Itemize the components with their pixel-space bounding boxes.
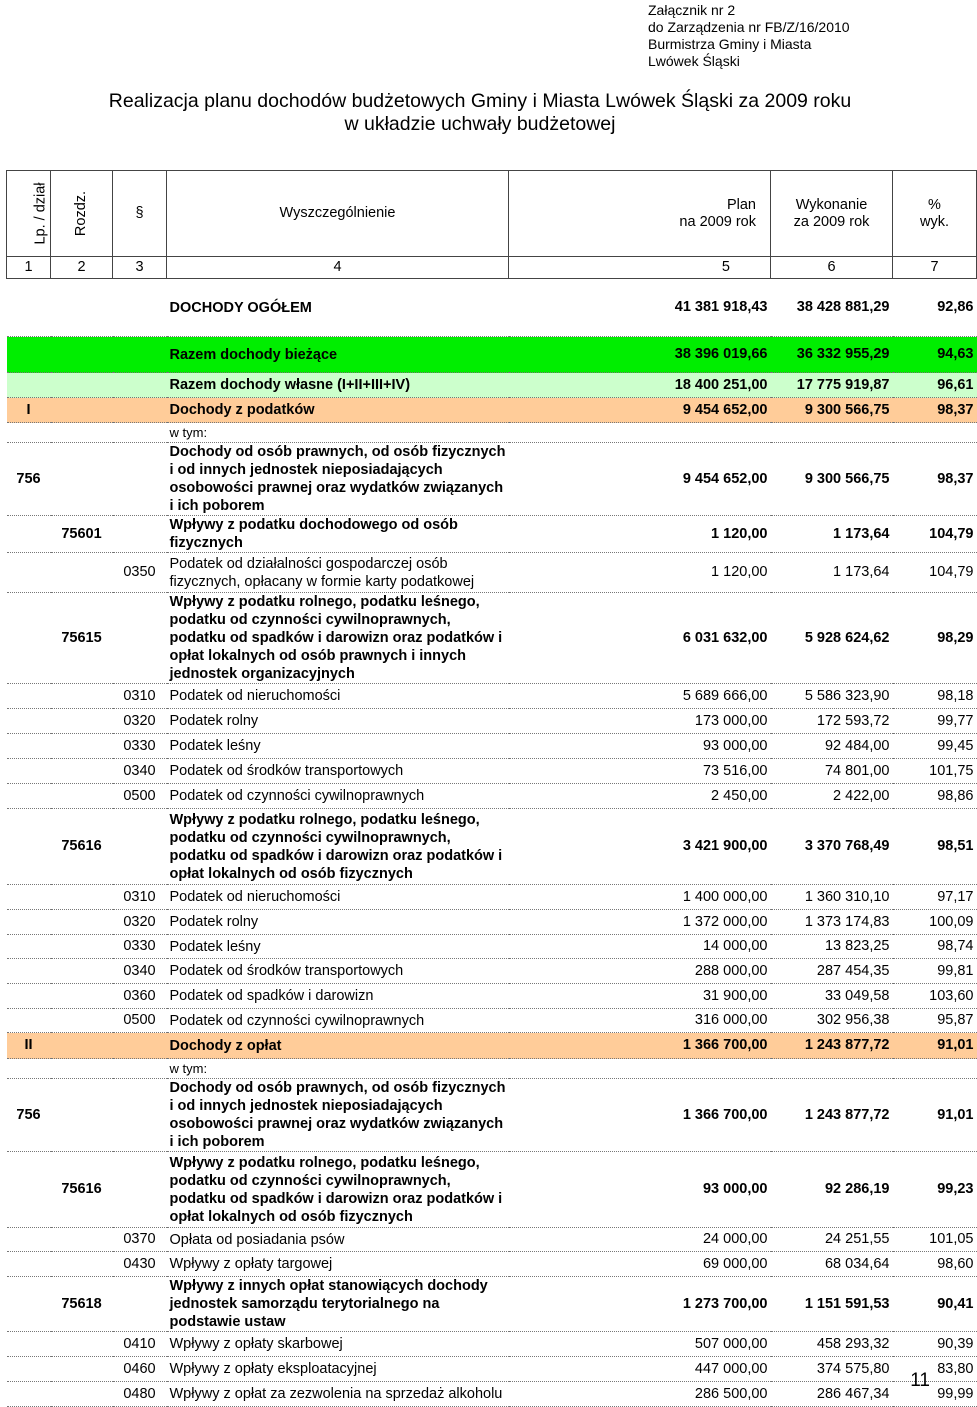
percent-cell: 97,17 bbox=[893, 885, 977, 910]
rozdzial-cell: 75616 bbox=[51, 1152, 113, 1228]
percent-cell: 98,29 bbox=[893, 593, 977, 684]
plan-cell: 38 396 019,66 bbox=[509, 337, 771, 373]
percent-cell: 83,80 bbox=[893, 1357, 977, 1382]
dzial-cell bbox=[7, 1332, 51, 1357]
rozdzial-cell bbox=[51, 398, 113, 423]
table-row bbox=[7, 959, 977, 984]
revenue-table bbox=[6, 170, 977, 1407]
table-row bbox=[7, 443, 977, 516]
description-cell: Podatek od środków transportowych bbox=[167, 759, 509, 784]
paragraph-cell bbox=[113, 423, 167, 443]
table-row bbox=[7, 1079, 977, 1152]
table-row bbox=[7, 910, 977, 935]
table-row bbox=[7, 1332, 977, 1357]
paragraph-cell bbox=[113, 337, 167, 373]
plan-cell: 1 372 000,00 bbox=[509, 910, 771, 935]
dzial-cell bbox=[7, 935, 51, 959]
col-number: 5 bbox=[509, 257, 771, 279]
page-title bbox=[0, 90, 960, 136]
percent-cell: 98,86 bbox=[893, 784, 977, 809]
execution-cell: 13 823,25 bbox=[771, 935, 893, 959]
percent-cell: 91,01 bbox=[893, 1079, 977, 1152]
plan-cell: 41 381 918,43 bbox=[509, 279, 771, 337]
plan-cell: 6 031 632,00 bbox=[509, 593, 771, 684]
col-header-execution: Wykonanie za 2009 rok bbox=[771, 171, 893, 257]
table-row bbox=[7, 684, 977, 709]
description-cell: Podatek od nieruchomości bbox=[167, 684, 509, 709]
execution-cell: 17 775 919,87 bbox=[771, 373, 893, 398]
col-number: 7 bbox=[893, 257, 977, 279]
execution-cell: 9 300 566,75 bbox=[771, 398, 893, 423]
paragraph-cell bbox=[113, 1079, 167, 1152]
execution-cell: 1 173,64 bbox=[771, 516, 893, 553]
execution-cell: 24 251,55 bbox=[771, 1228, 893, 1252]
table-row bbox=[7, 1382, 977, 1407]
rozdzial-cell bbox=[51, 1079, 113, 1152]
paragraph-cell: 0410 bbox=[113, 1332, 167, 1357]
dzial-cell bbox=[7, 734, 51, 759]
description-cell: w tym: bbox=[167, 423, 509, 443]
execution-cell: 9 300 566,75 bbox=[771, 443, 893, 516]
table-row bbox=[7, 1357, 977, 1382]
rozdzial-cell bbox=[51, 423, 113, 443]
paragraph-cell: 0310 bbox=[113, 684, 167, 709]
table-row bbox=[7, 1009, 977, 1033]
dzial-cell bbox=[7, 553, 51, 593]
description-cell: Dochody od osób prawnych, od osób fizycznych i od innych jednostek nieposiadających osobowości prawnej oraz wydatków związanych i ich poborem bbox=[167, 443, 509, 516]
paragraph-cell: 0340 bbox=[113, 759, 167, 784]
paragraph-cell: 0460 bbox=[113, 1357, 167, 1382]
table-row bbox=[7, 337, 977, 373]
paragraph-cell bbox=[113, 1033, 167, 1059]
plan-cell: 1 400 000,00 bbox=[509, 885, 771, 910]
dzial-cell bbox=[7, 1228, 51, 1252]
note-line: Burmistrza Gminy i Miasta bbox=[648, 36, 812, 52]
rozdzial-cell bbox=[51, 734, 113, 759]
paragraph-cell: 0340 bbox=[113, 959, 167, 984]
dzial-cell bbox=[7, 1357, 51, 1382]
description-cell: Podatek od działalności gospodarczej osób fizycznych, opłacany w formie karty podatkowej bbox=[167, 553, 509, 593]
rozdzial-cell bbox=[51, 759, 113, 784]
description-cell: Opłata od posiadania psów bbox=[167, 1228, 509, 1252]
rozdzial-cell bbox=[51, 1009, 113, 1033]
execution-cell bbox=[771, 423, 893, 443]
paragraph-cell: 0330 bbox=[113, 734, 167, 759]
dzial-cell bbox=[7, 1382, 51, 1407]
description-cell: Wpływy z podatku rolnego, podatku leśnego, podatku od czynności cywilnoprawnych, podatku od spadków i darowizn oraz podatków i opłat lokalnych od osób prawnych i innych jednostek organizacyjnych bbox=[167, 593, 509, 684]
dzial-cell: 756 bbox=[7, 1079, 51, 1152]
percent-cell: 101,75 bbox=[893, 759, 977, 784]
execution-cell: 3 370 768,49 bbox=[771, 809, 893, 885]
paragraph-cell bbox=[113, 1277, 167, 1332]
percent-cell: 98,74 bbox=[893, 935, 977, 959]
paragraph-cell bbox=[113, 809, 167, 885]
rozdzial-cell bbox=[51, 1228, 113, 1252]
execution-cell: 458 293,32 bbox=[771, 1332, 893, 1357]
dzial-cell: II bbox=[7, 1033, 51, 1059]
plan-cell: 2 450,00 bbox=[509, 784, 771, 809]
dzial-cell bbox=[7, 1277, 51, 1332]
description-cell: Wpływy z podatku dochodowego od osób fizycznych bbox=[167, 516, 509, 553]
description-cell: Podatek leśny bbox=[167, 935, 509, 959]
attachment-note bbox=[648, 2, 850, 70]
plan-cell: 1 120,00 bbox=[509, 553, 771, 593]
percent-cell: 99,45 bbox=[893, 734, 977, 759]
table-row bbox=[7, 1277, 977, 1332]
table-row bbox=[7, 423, 977, 443]
percent-cell: 98,60 bbox=[893, 1252, 977, 1277]
col-header-lp: Lp. / dział bbox=[7, 171, 51, 257]
dzial-cell bbox=[7, 709, 51, 734]
rozdzial-cell bbox=[51, 784, 113, 809]
dzial-cell bbox=[7, 423, 51, 443]
description-cell: w tym: bbox=[167, 1059, 509, 1079]
description-cell: Wpływy z opłaty skarbowej bbox=[167, 1332, 509, 1357]
dzial-cell bbox=[7, 1252, 51, 1277]
execution-cell bbox=[771, 1059, 893, 1079]
paragraph-cell: 0310 bbox=[113, 885, 167, 910]
percent-cell: 104,79 bbox=[893, 516, 977, 553]
execution-cell: 286 467,34 bbox=[771, 1382, 893, 1407]
rozdzial-cell bbox=[51, 1357, 113, 1382]
col-header-rozdz: Rozdz. bbox=[51, 171, 113, 257]
table-row bbox=[7, 709, 977, 734]
rozdzial-cell: 75601 bbox=[51, 516, 113, 553]
table-row bbox=[7, 734, 977, 759]
rozdzial-cell bbox=[51, 984, 113, 1009]
plan-cell: 14 000,00 bbox=[509, 935, 771, 959]
rozdzial-cell bbox=[51, 1059, 113, 1079]
plan-cell: 9 454 652,00 bbox=[509, 443, 771, 516]
col-header-description: Wyszczególnienie bbox=[167, 171, 509, 257]
description-cell: Wpływy z podatku rolnego, podatku leśnego, podatku od czynności cywilnoprawnych, podatku od spadków i darowizn oraz podatków i opłat lokalnych od osób fizycznych bbox=[167, 809, 509, 885]
percent-cell: 98,37 bbox=[893, 398, 977, 423]
table-row bbox=[7, 809, 977, 885]
execution-cell: 38 428 881,29 bbox=[771, 279, 893, 337]
note-line: Lwówek Śląski bbox=[648, 53, 740, 69]
paragraph-cell: 0330 bbox=[113, 935, 167, 959]
note-line: do Zarządzenia nr FB/Z/16/2010 bbox=[648, 19, 850, 35]
percent-cell: 103,60 bbox=[893, 984, 977, 1009]
paragraph-cell bbox=[113, 443, 167, 516]
dzial-cell bbox=[7, 759, 51, 784]
paragraph-cell bbox=[113, 516, 167, 553]
percent-cell: 99,77 bbox=[893, 709, 977, 734]
execution-cell: 1 243 877,72 bbox=[771, 1079, 893, 1152]
rozdzial-cell: 75615 bbox=[51, 593, 113, 684]
execution-cell: 68 034,64 bbox=[771, 1252, 893, 1277]
dzial-cell bbox=[7, 337, 51, 373]
col-number: 6 bbox=[771, 257, 893, 279]
execution-cell: 374 575,80 bbox=[771, 1357, 893, 1382]
plan-cell: 93 000,00 bbox=[509, 734, 771, 759]
plan-cell: 507 000,00 bbox=[509, 1332, 771, 1357]
percent-cell: 98,51 bbox=[893, 809, 977, 885]
plan-cell bbox=[509, 1059, 771, 1079]
description-cell: Wpływy z innych opłat stanowiących dochody jednostek samorządu terytorialnego na podstawie ustaw bbox=[167, 1277, 509, 1332]
percent-cell: 90,39 bbox=[893, 1332, 977, 1357]
percent-cell: 92,86 bbox=[893, 279, 977, 337]
plan-cell: 173 000,00 bbox=[509, 709, 771, 734]
rozdzial-cell: 75618 bbox=[51, 1277, 113, 1332]
description-cell: Podatek od spadków i darowizn bbox=[167, 984, 509, 1009]
title-line: Realizacja planu dochodów budżetowych Gminy i Miasta Lwówek Śląski za 2009 roku bbox=[108, 90, 852, 112]
plan-cell bbox=[509, 423, 771, 443]
col-number: 1 bbox=[7, 257, 51, 279]
table-row bbox=[7, 784, 977, 809]
execution-cell: 92 484,00 bbox=[771, 734, 893, 759]
table-row bbox=[7, 759, 977, 784]
dzial-cell bbox=[7, 784, 51, 809]
description-cell: Wpływy z opłaty eksploatacyjnej bbox=[167, 1357, 509, 1382]
rozdzial-cell bbox=[51, 709, 113, 734]
rozdzial-cell bbox=[51, 443, 113, 516]
percent-cell: 96,61 bbox=[893, 373, 977, 398]
plan-cell: 69 000,00 bbox=[509, 1252, 771, 1277]
percent-cell: 98,18 bbox=[893, 684, 977, 709]
rozdzial-cell bbox=[51, 373, 113, 398]
description-cell: Podatek od czynności cywilnoprawnych bbox=[167, 784, 509, 809]
paragraph-cell: 0430 bbox=[113, 1252, 167, 1277]
plan-cell: 288 000,00 bbox=[509, 959, 771, 984]
execution-cell: 287 454,35 bbox=[771, 959, 893, 984]
execution-cell: 2 422,00 bbox=[771, 784, 893, 809]
description-cell: Podatek od czynności cywilnoprawnych bbox=[167, 1009, 509, 1033]
dzial-cell bbox=[7, 809, 51, 885]
execution-cell: 1 151 591,53 bbox=[771, 1277, 893, 1332]
paragraph-cell: 0480 bbox=[113, 1382, 167, 1407]
dzial-cell bbox=[7, 1152, 51, 1228]
table-row bbox=[7, 398, 977, 423]
paragraph-cell bbox=[113, 1059, 167, 1079]
col-number: 2 bbox=[51, 257, 113, 279]
table-row bbox=[7, 516, 977, 553]
table-row bbox=[7, 984, 977, 1009]
plan-cell: 9 454 652,00 bbox=[509, 398, 771, 423]
table-row bbox=[7, 885, 977, 910]
paragraph-cell: 0360 bbox=[113, 984, 167, 1009]
percent-cell: 98,37 bbox=[893, 443, 977, 516]
description-cell: Podatek rolny bbox=[167, 910, 509, 935]
plan-cell: 447 000,00 bbox=[509, 1357, 771, 1382]
execution-cell: 172 593,72 bbox=[771, 709, 893, 734]
rozdzial-cell bbox=[51, 1332, 113, 1357]
paragraph-cell: 0320 bbox=[113, 709, 167, 734]
plan-cell: 316 000,00 bbox=[509, 1009, 771, 1033]
col-header-percent: % wyk. bbox=[893, 171, 977, 257]
header-row bbox=[7, 171, 977, 257]
col-header-paragraph: § bbox=[113, 171, 167, 257]
paragraph-cell bbox=[113, 593, 167, 684]
paragraph-cell bbox=[113, 1152, 167, 1228]
plan-cell: 3 421 900,00 bbox=[509, 809, 771, 885]
plan-cell: 1 366 700,00 bbox=[509, 1033, 771, 1059]
percent-cell: 91,01 bbox=[893, 1033, 977, 1059]
percent-cell: 90,41 bbox=[893, 1277, 977, 1332]
percent-cell: 99,99 bbox=[893, 1382, 977, 1407]
execution-cell: 5 586 323,90 bbox=[771, 684, 893, 709]
title-line: w układzie uchwały budżetowej bbox=[344, 113, 616, 135]
dzial-cell bbox=[7, 1009, 51, 1033]
plan-cell: 1 120,00 bbox=[509, 516, 771, 553]
table-row bbox=[7, 1228, 977, 1252]
plan-cell: 1 273 700,00 bbox=[509, 1277, 771, 1332]
execution-cell: 74 801,00 bbox=[771, 759, 893, 784]
plan-cell: 1 366 700,00 bbox=[509, 1079, 771, 1152]
paragraph-cell: 0320 bbox=[113, 910, 167, 935]
table-row bbox=[7, 1033, 977, 1059]
description-cell: Wpływy z podatku rolnego, podatku leśnego, podatku od czynności cywilnoprawnych, podatku od spadków i darowizn oraz podatków i opłat lokalnych od osób fizycznych bbox=[167, 1152, 509, 1228]
plan-cell: 93 000,00 bbox=[509, 1152, 771, 1228]
table-row bbox=[7, 1059, 977, 1079]
dzial-cell bbox=[7, 1059, 51, 1079]
plan-cell: 31 900,00 bbox=[509, 984, 771, 1009]
rozdzial-cell bbox=[51, 1382, 113, 1407]
table-row bbox=[7, 1252, 977, 1277]
rozdzial-cell bbox=[51, 1252, 113, 1277]
execution-cell: 36 332 955,29 bbox=[771, 337, 893, 373]
col-header-plan: Plan na 2009 rok bbox=[509, 171, 771, 257]
percent-cell: 101,05 bbox=[893, 1228, 977, 1252]
description-cell: Dochody z podatków bbox=[167, 398, 509, 423]
paragraph-cell: 0500 bbox=[113, 784, 167, 809]
description-cell: Razem dochody własne (I+II+III+IV) bbox=[167, 373, 509, 398]
execution-cell: 1 173,64 bbox=[771, 553, 893, 593]
plan-cell: 5 689 666,00 bbox=[509, 684, 771, 709]
percent-cell: 104,79 bbox=[893, 553, 977, 593]
percent-cell bbox=[893, 1059, 977, 1079]
col-number: 4 bbox=[167, 257, 509, 279]
execution-cell: 1 360 310,10 bbox=[771, 885, 893, 910]
plan-cell: 18 400 251,00 bbox=[509, 373, 771, 398]
paragraph-cell bbox=[113, 279, 167, 337]
dzial-cell bbox=[7, 593, 51, 684]
percent-cell: 94,63 bbox=[893, 337, 977, 373]
description-cell: Podatek leśny bbox=[167, 734, 509, 759]
execution-cell: 1 243 877,72 bbox=[771, 1033, 893, 1059]
rozdzial-cell bbox=[51, 279, 113, 337]
description-cell: DOCHODY OGÓŁEM bbox=[167, 279, 509, 337]
rozdzial-cell bbox=[51, 959, 113, 984]
percent-cell: 99,23 bbox=[893, 1152, 977, 1228]
rozdzial-cell bbox=[51, 910, 113, 935]
dzial-cell bbox=[7, 885, 51, 910]
description-cell: Wpływy z opłat za zezwolenia na sprzedaż alkoholu bbox=[167, 1382, 509, 1407]
table-row bbox=[7, 373, 977, 398]
rozdzial-cell bbox=[51, 885, 113, 910]
description-cell: Dochody od osób prawnych, od osób fizycznych i od innych jednostek nieposiadających osobowości prawnej oraz wydatków związanych i ich poborem bbox=[167, 1079, 509, 1152]
paragraph-cell bbox=[113, 373, 167, 398]
paragraph-cell: 0370 bbox=[113, 1228, 167, 1252]
rozdzial-cell bbox=[51, 337, 113, 373]
plan-cell: 73 516,00 bbox=[509, 759, 771, 784]
table-row bbox=[7, 593, 977, 684]
table-row bbox=[7, 279, 977, 337]
percent-cell: 95,87 bbox=[893, 1009, 977, 1033]
rozdzial-cell bbox=[51, 1033, 113, 1059]
rozdzial-cell bbox=[51, 553, 113, 593]
plan-cell: 286 500,00 bbox=[509, 1382, 771, 1407]
table-row bbox=[7, 935, 977, 959]
column-number-row bbox=[7, 257, 977, 279]
col-number: 3 bbox=[113, 257, 167, 279]
dzial-cell bbox=[7, 373, 51, 398]
dzial-cell bbox=[7, 984, 51, 1009]
percent-cell: 100,09 bbox=[893, 910, 977, 935]
description-cell: Podatek rolny bbox=[167, 709, 509, 734]
dzial-cell bbox=[7, 279, 51, 337]
percent-cell bbox=[893, 423, 977, 443]
note-line: Załącznik nr 2 bbox=[648, 2, 736, 18]
execution-cell: 5 928 624,62 bbox=[771, 593, 893, 684]
dzial-cell bbox=[7, 910, 51, 935]
dzial-cell: 756 bbox=[7, 443, 51, 516]
dzial-cell: I bbox=[7, 398, 51, 423]
plan-cell: 24 000,00 bbox=[509, 1228, 771, 1252]
dzial-cell bbox=[7, 684, 51, 709]
paragraph-cell: 0350 bbox=[113, 553, 167, 593]
table-row bbox=[7, 553, 977, 593]
execution-cell: 302 956,38 bbox=[771, 1009, 893, 1033]
rozdzial-cell bbox=[51, 684, 113, 709]
rozdzial-cell: 75616 bbox=[51, 809, 113, 885]
paragraph-cell: 0500 bbox=[113, 1009, 167, 1033]
dzial-cell bbox=[7, 516, 51, 553]
description-cell: Podatek od środków transportowych bbox=[167, 959, 509, 984]
table-row bbox=[7, 1152, 977, 1228]
rozdzial-cell bbox=[51, 935, 113, 959]
description-cell: Razem dochody bieżące bbox=[167, 337, 509, 373]
paragraph-cell bbox=[113, 398, 167, 423]
page-number: 11 bbox=[910, 1370, 930, 1391]
execution-cell: 1 373 174,83 bbox=[771, 910, 893, 935]
percent-cell: 99,81 bbox=[893, 959, 977, 984]
dzial-cell bbox=[7, 959, 51, 984]
description-cell: Wpływy z opłaty targowej bbox=[167, 1252, 509, 1277]
description-cell: Dochody z opłat bbox=[167, 1033, 509, 1059]
description-cell: Podatek od nieruchomości bbox=[167, 885, 509, 910]
execution-cell: 33 049,58 bbox=[771, 984, 893, 1009]
execution-cell: 92 286,19 bbox=[771, 1152, 893, 1228]
